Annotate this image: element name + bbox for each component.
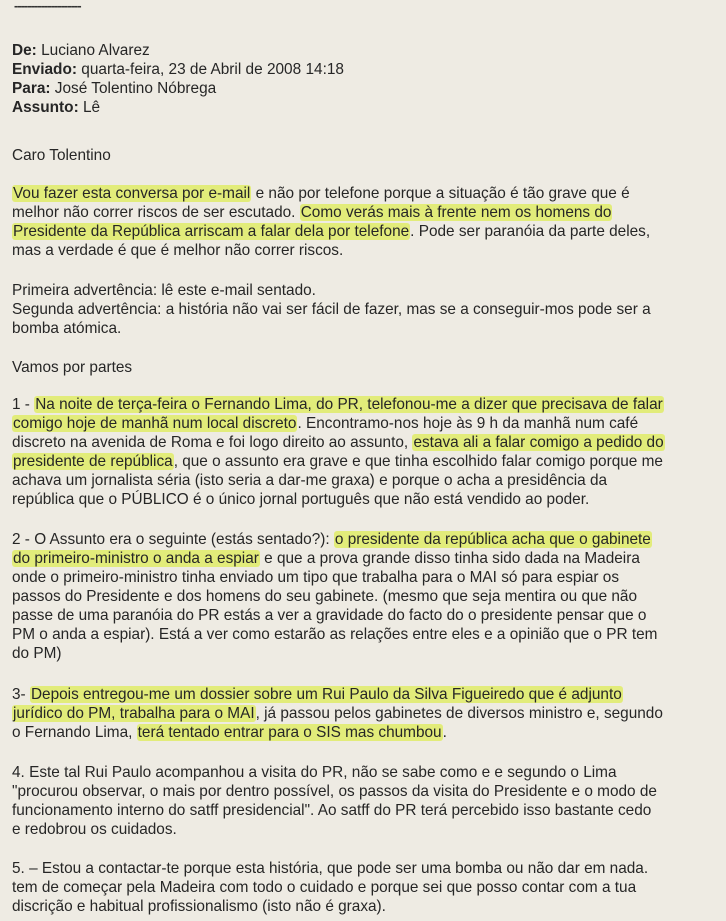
highlight: Na noite de terça-feira o Fernando Lima, do PR, telefonou-me a dizer que precisava de falar	[35, 396, 663, 413]
from-label: De:	[12, 42, 37, 59]
highlight: comigo hoje de manhã num local discreto	[13, 415, 297, 432]
sent-value: quarta-feira, 23 de Abril de 2008 14:18	[81, 61, 344, 78]
subject-value: Lê	[82, 99, 101, 116]
sent-label: Enviado:	[12, 61, 77, 78]
highlight: Presidente da República arriscam a falar dela por telefone	[13, 223, 410, 240]
warnings-paragraph	[12, 281, 714, 338]
paragraph-3: 3- Depois entregou-me um dossier sobre um Rui Paulo da Silva Figueiredo que é adjunto jurídico do PM, trabalha para o MAI, já passou pelos gabinetes de diversos ministro e, segundo o Fernando Lima, terá tentado entrar para o SIS mas chumbou.	[12, 686, 663, 741]
greeting: Caro Tolentino	[12, 147, 111, 164]
highlight: o presidente da república acha que o gabinete	[334, 531, 651, 548]
paragraph-1: 1 - Na noite de terça-feira o Fernando Lima, do PR, telefonou-me a dizer que precisava de falar comigo hoje de manhã num local discreto. Encontramo-nos hoje às 9 h da manhã num café discreto na avenida de Roma e foi logo direito ao assunto, estava ali a falar comigo a pedido do presidente de república, que o assunto era grave e que tinha escolhido falar comigo porque me achava um jornalista séria (isto seria a dar-me graxa) e porque o acha a presidência da república que o PÚBLICO é o único jornal português que não está vendido ao poder.	[12, 396, 664, 508]
subject-label: Assunto:	[12, 99, 79, 116]
highlight: jurídico do PM, trabalha para o MAI	[13, 705, 255, 722]
from-value: Luciano Alvarez	[41, 42, 150, 59]
highlight: terá tentado entrar para o SIS mas chumbou	[137, 724, 442, 741]
intro-line: Vou fazer esta conversa por e-mail e não por telefone porque a situação é tão grave que é	[13, 185, 630, 202]
email-headers	[12, 41, 344, 117]
paragraph-2: 2 - O Assunto era o seguinte (estás sentado?): o presidente da república acha que o gabinete do primeiro-ministro o anda a espiar e que a prova grande disso tinha sido dada na Madeira onde o primeiro-ministro tinha enviado um tipo que trabalha para o MAI só para espiar os passos do Presidente e dos homens do seu gabinete. (mesmo que seja mentira ou que não passe de uma paranóia do PR estás a ver a gravidade do facto do o presidente pensar que o PM o anda a espiar). Está a ver como estarão as relações entre eles e a opinião que o PR tem do PM)	[12, 531, 658, 662]
separator-line: --------------------	[14, 0, 81, 13]
parts-title: Vamos por partes	[12, 359, 133, 376]
intro-line: mas a verdade é que é melhor não correr riscos.	[12, 242, 344, 259]
to-row	[12, 79, 344, 98]
subject-row	[12, 98, 344, 117]
warning-line: Segunda advertência: a história não vai ser fácil de fazer, mas se a conseguir-mos pode ser a	[12, 301, 651, 318]
warning-line: bomba atómica.	[12, 320, 122, 337]
to-value: José Tolentino Nóbrega	[54, 80, 217, 97]
to-label: Para:	[12, 80, 51, 97]
warning-line: Primeira advertência: lê este e-mail sentado.	[12, 282, 316, 299]
from-row	[12, 41, 344, 60]
highlight: Como verás mais à frente nem os homens do	[300, 204, 612, 221]
sent-row	[12, 60, 344, 79]
paragraph-4: 4. Este tal Rui Paulo acompanhou a visita do PR, não se sabe como e e segundo o Lima "procurou observar, o mais por dentro possível, os passos da visita do Presidente e o modo de funcionamento interno do satff presidencial". Ao satff do PR terá percebido isso bastante cedo e redobrou os cuidados.	[12, 764, 657, 838]
intro-paragraph	[12, 184, 714, 260]
highlight: Vou fazer esta conversa por e-mail	[13, 185, 251, 202]
intro-line: Presidente da República arriscam a falar dela por telefone. Pode ser paranóia da parte deles,	[13, 223, 651, 240]
highlight: estava ali a falar comigo a pedido do	[413, 434, 664, 451]
highlight: presidente de república	[13, 453, 173, 470]
intro-line: melhor não correr riscos de ser escutado. Como verás mais à frente nem os homens do	[12, 204, 612, 221]
paragraph-5: 5. – Estou a contactar-te porque esta história, que pode ser uma bomba ou não dar em nada. tem de começar pela Madeira com todo o cuidado e porque sei que posso contar com a tua discrição e habitual profissionalismo (isto não é graxa).	[12, 860, 649, 915]
highlight: do primeiro-ministro o anda a espiar	[13, 550, 259, 567]
highlight: Depois entregou-me um dossier sobre um Rui Paulo da Silva Figueiredo que é adjunto	[30, 686, 622, 703]
